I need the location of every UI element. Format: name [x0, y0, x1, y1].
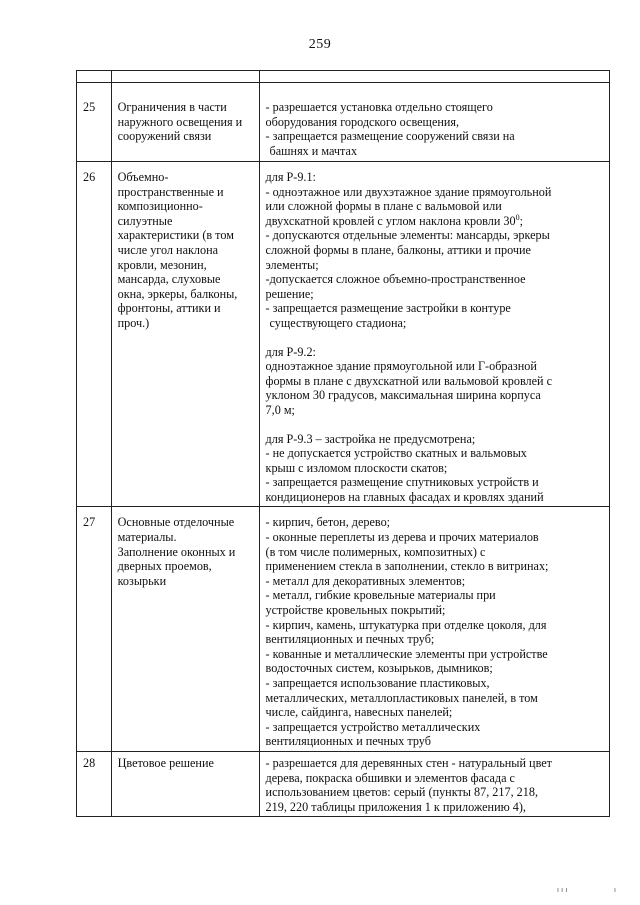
row-title-text: Объемно- пространственные и композиционно- силуэтные характеристики (в том числе угол наклона кровли, мезонин, мансарда, слуховые окна, эркеры, балконы, фронтоны, аттики и проч.) — [117, 170, 238, 330]
desc-line: - запрещается размещение сооружений связи на — [265, 129, 515, 144]
table-row — [77, 162, 610, 507]
desc-line — [266, 214, 604, 229]
header-cell — [259, 71, 609, 83]
desc-line: сложной формы в плане, балконы, аттики и прочие — [265, 242, 531, 257]
desc-line: одноэтажное здание прямоугольной или Г-образной — [265, 359, 537, 374]
desc-line: - кирпич, камень, штукатурка при отделке цоколя, для — [265, 617, 547, 632]
desc-line: - разрешается для деревянных стен - натуральный цвет — [265, 755, 553, 770]
desc-line: - запрещается размещение спутниковых устройств и — [265, 475, 539, 490]
desc-line: - запрещается использование пластиковых, — [265, 676, 490, 690]
row-number: 28 — [77, 751, 112, 816]
desc-line: или сложной формы в плане с вальмовой или — [265, 199, 502, 214]
desc-line: существующего стадиона; — [269, 315, 407, 330]
desc-line: водосточных систем, козырьков, дымников; — [265, 661, 493, 676]
desc-line: - запрещается размещение застройки в контуре — [265, 301, 511, 316]
desc-line: - допускаются отдельные элементы: мансарды, эркеры — [265, 228, 550, 243]
row-title-text: Цветовое решение — [117, 755, 214, 770]
desc-line: - кованные и металлические элементы при устройстве — [265, 646, 548, 661]
desc-line: использованием цветов: серый (пункты 87, 217, 218, — [265, 785, 539, 800]
desc-line: - металл для декоративных элементов; — [265, 573, 466, 588]
degree-superscript: 0 — [515, 212, 520, 222]
desc-line: башнях и мачтах — [269, 143, 358, 158]
desc-line: применением стекла в заполнении, стекло в витринах; — [265, 559, 549, 574]
desc-line: вентиляционных и печных труб — [265, 734, 431, 749]
desc-line: числе, сайдинга, навесных панелей; — [265, 705, 453, 720]
desc-line: - кирпич, бетон, дерево; — [265, 515, 391, 530]
desc-line: - металл, гибкие кровельные материалы при — [265, 588, 496, 603]
table-row — [77, 83, 610, 162]
row-title — [111, 507, 259, 752]
table-row — [77, 751, 610, 816]
desc-line: вентиляционных и печных труб; — [265, 632, 435, 647]
row-title — [111, 751, 259, 816]
desc-line: - не допускается устройство скатных и вальмовых — [265, 446, 527, 461]
desc-line: -допускается сложное объемно-пространственное — [265, 272, 526, 287]
desc-line: для Р-9.2: — [265, 344, 316, 359]
header-cell — [77, 71, 112, 83]
paragraph-gap — [266, 418, 604, 432]
desc-line: крыш с изломом плоскости скатов; — [265, 460, 448, 475]
desc-line: для Р-9.3 – застройка не предусмотрена; — [265, 431, 476, 446]
desc-line: формы в плане с двухскатной или вальмовой кровлей с — [265, 373, 553, 388]
table-row — [77, 507, 610, 752]
desc-line-tail: ; — [519, 213, 524, 228]
row-description — [259, 83, 609, 162]
desc-line: - оконные переплеты из дерева и прочих материалов — [265, 530, 539, 545]
row-title — [111, 162, 259, 507]
page-number: 259 — [308, 37, 332, 52]
row-description — [259, 507, 609, 752]
row-number: 27 — [77, 507, 112, 752]
row-description — [259, 751, 609, 816]
desc-line: - запрещается устройство металлических — [265, 719, 481, 734]
row-number: 25 — [77, 83, 112, 162]
desc-line: (в том числе полимерных, композитных) с — [265, 544, 486, 559]
footer-mark: ı ı ı — [557, 886, 568, 894]
desc-line: 7,0 м; — [265, 402, 295, 417]
desc-line: устройстве кровельных покрытий; — [265, 603, 446, 618]
paragraph-gap — [266, 331, 604, 345]
footer-mark: ı — [614, 886, 616, 894]
desc-line: уклоном 30 градусов, максимальная ширина корпуса — [265, 388, 541, 403]
desc-line: дерева, покраска обшивки и элементов фасада с — [265, 770, 515, 785]
table-header-row — [77, 71, 610, 83]
desc-line: решение; — [265, 286, 314, 301]
row-title-text: Ограничения в части наружного освещения и сооружений связи — [117, 100, 243, 144]
desc-line: 219, 220 таблицы приложения 1 к приложению 4), — [265, 799, 526, 814]
row-number: 26 — [77, 162, 112, 507]
desc-line: оборудования городского освещения, — [265, 114, 460, 129]
desc-line: металлических, металлопластиковых панелей, в том — [265, 690, 538, 705]
regulations-table — [76, 70, 610, 817]
row-title-text: Основные отделочные материалы. Заполнение оконных и дверных проемов, козырьки — [117, 515, 236, 588]
desc-line: - одноэтажное или двухэтажное здание прямоугольной — [265, 184, 552, 199]
row-title — [111, 83, 259, 162]
desc-line: для Р-9.1: — [265, 170, 316, 184]
desc-line: - разрешается установка отдельно стоящего — [265, 100, 493, 114]
desc-line: кондиционеров на главных фасадах и кровлях зданий — [265, 489, 544, 504]
row-description — [259, 162, 609, 507]
header-cell — [111, 71, 259, 83]
desc-line: элементы; — [265, 257, 319, 272]
desc-line-text: двухскатной кровлей с углом наклона кровли 30 — [265, 213, 516, 228]
